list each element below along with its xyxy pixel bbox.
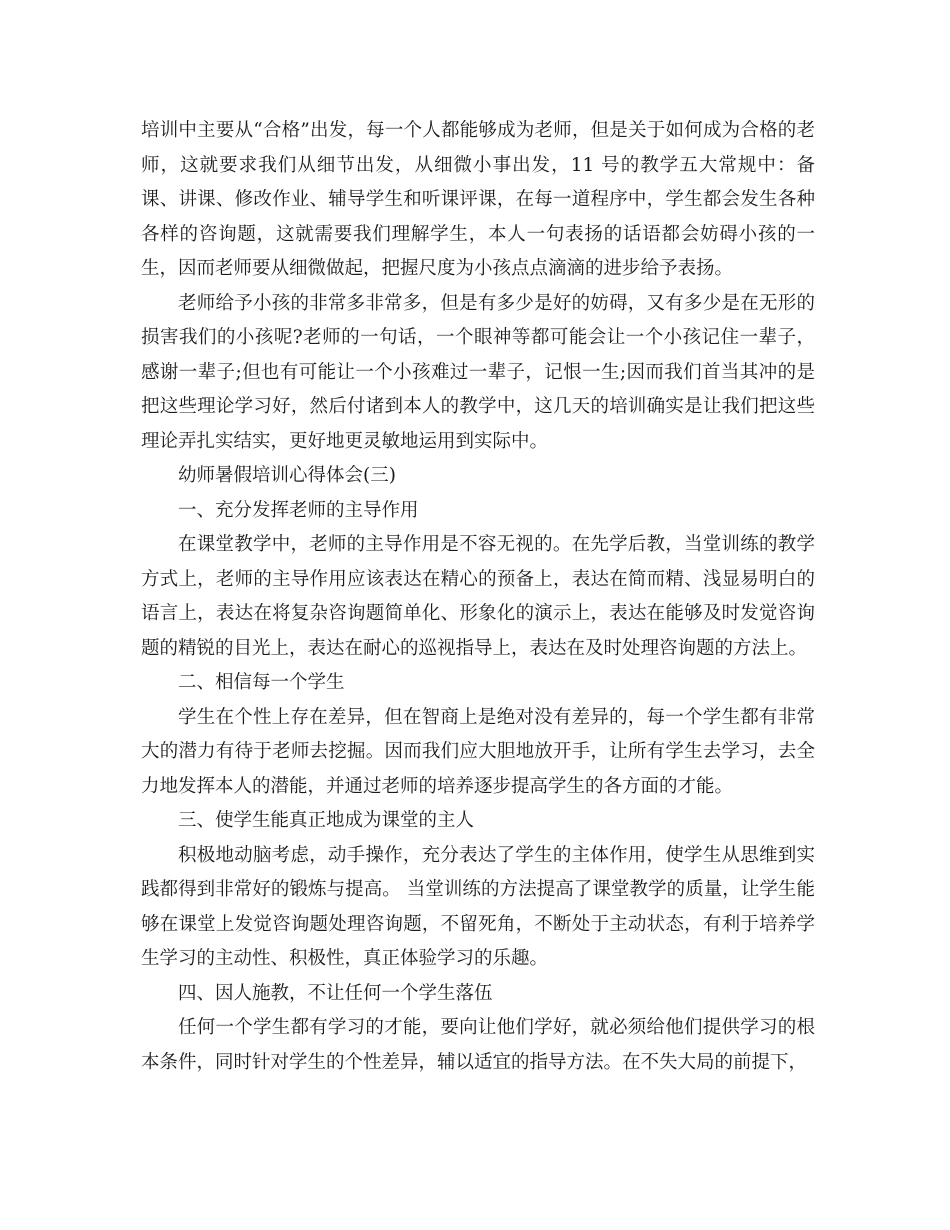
document-body — [141, 114, 815, 1080]
section-heading: 一、充分发挥老师的主导作用 — [178, 499, 419, 521]
section-title: 幼师暑假培训心得体会(三) — [178, 465, 396, 486]
paragraph: 任何一个学生都有学习的才能，要向让他们学好，就必须给他们提供学习的根本条件，同时针对学生的个性差异，辅以适宜的指导方法。在不失大局的前提下， — [141, 1017, 815, 1073]
paragraph: 学生在个性上存在差异，但在智商上是绝对没有差异的，每一个学生都有非常大的潜力有待于老师去挖掘。因而我们应大胆地放开手，让所有学生去学习，去全力地发挥本人的潜能，并通过老师的培养逐步提高学生的各方面的才能。 — [141, 706, 815, 797]
section-heading: 三、使学生能真正地成为课堂的主人 — [178, 810, 475, 831]
paragraph: 老师给予小孩的非常多非常多，但是有多少是好的妨碍，又有多少是在无形的损害我们的小孩呢?老师的一句话，一个眼神等都可能会让一个小孩记住一辈子，感谢一辈子;但也有可能让一个小孩难过一辈子，记恨一生;因而我们首当其冲的是把这些理论学习好，然后付诸到本人的教学中，这几天的培训确实是让我们把这些理论弄扎实结实，更好地更灵敏地运用到实际中。 — [141, 292, 815, 452]
section-heading: 四、因人施教，不让任何一个学生落伍 — [178, 982, 493, 1004]
section-heading: 二、相信每一个学生 — [178, 672, 345, 693]
paragraph: 积极地动脑考虑，动手操作，充分表达了学生的主体作用，使学生从思维到实践都得到非常好的锻炼与提高。 当堂训练的方法提高了课堂教学的质量，让学生能够在课堂上发觉咨询题处理咨询题，不留死角，不断处于主动状态，有利于培养学生学习的主动性、积极性，真正体验学习的乐趣。 — [141, 844, 815, 969]
paragraph-continued: 培训中主要从“合格”出发，每一个人都能够成为老师，但是关于如何成为合格的老师，这就要求我们从细节出发，从细微小事出发，11 号的教学五大常规中：备课、讲课、修改作业、辅导学生和听课评课，在每一道程序中，学生都会发生各种各样的咨询题，这就需要我们理解学生，本人一句表扬的话语都会妨碍小孩的一生，因而老师要从细微做起，把握尺度为小孩点点滴滴的进步给予表扬。 — [141, 120, 815, 279]
paragraph: 在课堂教学中，老师的主导作用是不容无视的。在先学后教，当堂训练的教学方式上，老师的主导作用应该表达在精心的预备上，表达在简而精、浅显易明白的语言上，表达在将复杂咨询题简单化、形象化的演示上，表达在能够及时发觉咨询题的精锐的目光上，表达在耐心的巡视指导上，表达在及时处理咨询题的方法上。 — [141, 534, 815, 659]
